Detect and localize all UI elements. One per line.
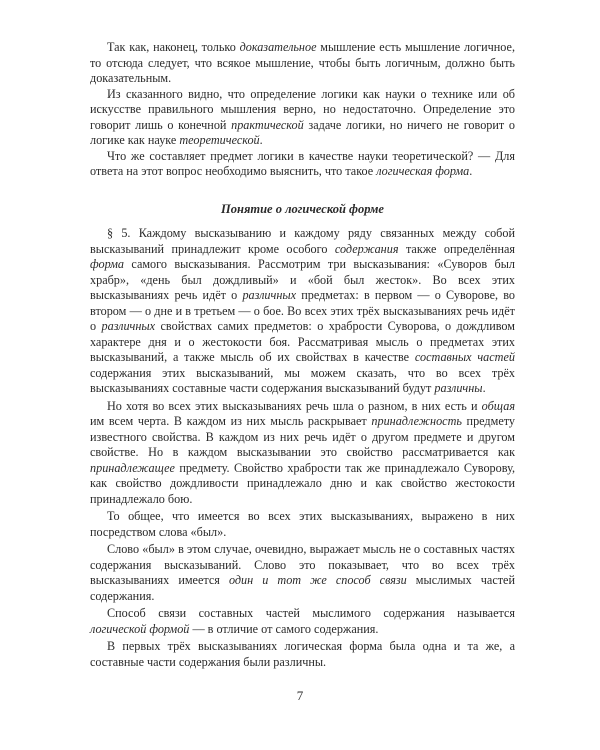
emphasis: принадлежащее [90, 460, 175, 475]
emphasis: различных [101, 319, 156, 333]
paragraph: Что же составляет предмет логики в качестве науки теоретической? — Для ответа на этот вопрос необходимо выяснить, что такое логическая форма. [90, 148, 515, 178]
paragraph: В первых трёх высказываниях логическая форма была одна и та же, а составные части содержания были различны. [90, 639, 515, 669]
paragraph: Но хотя во всех этих высказываниях речь шла о разном, в них есть и общая им всем черта. В каждом из них мысль раскрывает принадлежность предмету известного свойства. В каждом из них речь идёт о другом предмете и другом свойстве. Но в каждом высказывании это свойство рассматривается как принадлежащее предмету. Свойство храбрости так же принадлежало Суворову, как свойство дождливости принадлежало дню и как свойство жестокости принадлежало бою. [90, 398, 515, 506]
emphasis: составных частей [414, 350, 515, 364]
emphasis: доказательное [239, 40, 317, 54]
intro-paragraphs [90, 40, 515, 180]
section-paragraphs [90, 226, 515, 670]
emphasis: форма [90, 257, 124, 271]
emphasis: теоретической [179, 133, 260, 147]
emphasis: содержания [334, 241, 399, 256]
paragraph: Из сказанного видно, что определение логики как науки о технике или об искусстве правильного мышления верно, но недостаточно. Определение это говорит лишь о конечной практической задаче логики, но ничего не говорит о логике как науке теоретической. [90, 86, 515, 147]
emphasis: один и тот же способ связи [228, 573, 407, 587]
emphasis: логическая форма [376, 164, 470, 178]
paragraph: То общее, что имеется во всех этих высказываниях, выражено в них посредством слова «был». [90, 509, 515, 539]
emphasis: общая [481, 398, 515, 413]
page-number: 7 [296, 688, 304, 703]
emphasis: различны [434, 381, 483, 395]
paragraph: Способ связи составных частей мыслимого содержания называется логической формой — в отличие от самого содержания. [90, 606, 515, 636]
emphasis: принадлежность [371, 414, 462, 428]
paragraph: Так как, наконец, только доказательное мышление есть мышление логичное, то отсюда следует, что всякое мышление, чтобы быть логичным, должно быть доказательным. [90, 40, 516, 85]
paragraph: § 5. Каждому высказыванию и каждому ряду связанных между собой высказываний принадлежит кроме особого содержания также определённая форма самого высказывания. Рассмотрим три высказывания: «Суворов был храбр», «день был дождливый» и «бой был жесток». Во всех этих высказываниях речь идёт о различных предметах: в первом — о Суворове, во втором — о дне и в третьем — о бое. Во всех этих трёх высказываниях речь идёт о различных свойствах самих предметов: о храбрости Суворова, о дождливом характере дня и о жестокости боя. Рассматривая мысль о предметах этих высказываний, а также мысль об их свойствах в качестве составных частей содержания этих высказываний, мы можем сказать, что во всех трёх высказываниях составные части содержания высказываний будут различны. [90, 226, 515, 395]
page-text [90, 40, 515, 670]
emphasis: логической формой [90, 621, 190, 636]
emphasis: различных [242, 288, 297, 302]
emphasis: практической [231, 117, 304, 132]
paragraph: Слово «был» в этом случае, очевидно, выражает мысль не о составных частях содержания высказываний. Слово это показывает, что во всех трёх высказываниях имеется один и тот же способ связи мыслимых частей содержания. [90, 542, 515, 603]
section-heading: Понятие о логической форме [221, 201, 384, 216]
